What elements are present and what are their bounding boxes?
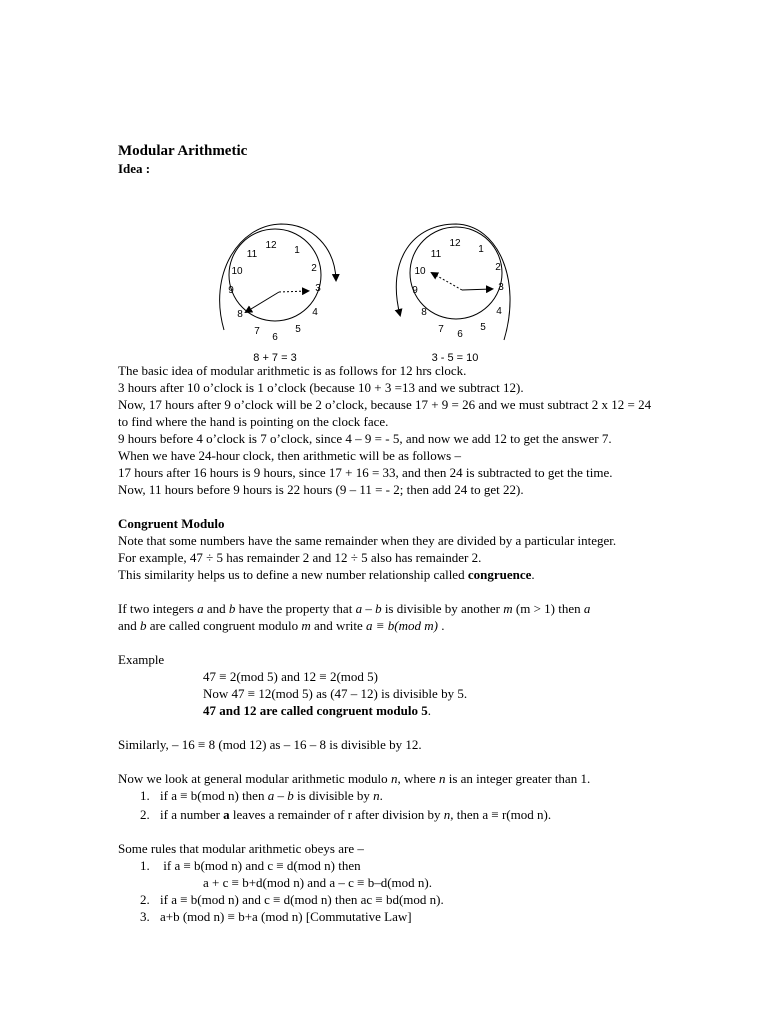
var-b: b — [140, 618, 147, 633]
text-span: . — [379, 788, 383, 803]
var-a: a — [197, 601, 204, 616]
definition-section — [118, 600, 658, 634]
var-m: m — [503, 601, 513, 616]
intro-line: The basic idea of modular arithmetic is as follows for 12 hrs clock. — [118, 363, 467, 378]
bold-term: a — [223, 807, 230, 822]
text-span: then a ≡ r(mod n). — [453, 807, 552, 822]
rule-subline: a + c ≡ b+d(mod n) and a – c ≡ b–d(mod n). — [203, 875, 432, 890]
congruent-line — [118, 566, 658, 583]
list-item — [140, 857, 658, 874]
var-m: m — [301, 618, 311, 633]
var-n: n — [438, 771, 446, 786]
left-clock — [220, 224, 336, 364]
intro-section — [118, 362, 658, 498]
rule-text: a+b (mod n) ≡ b+a (mod n) [Commutative Law] — [160, 909, 412, 924]
list-item — [140, 787, 658, 804]
bold-statement: 47 and 12 are called congruent modulo 5 — [203, 703, 428, 718]
definition-line-2 — [118, 617, 658, 634]
text-span: have the property that — [235, 601, 356, 616]
text-span: is divisible by — [293, 788, 374, 803]
rules-section — [118, 840, 658, 925]
right-clock-num: 12 — [449, 238, 461, 249]
var-n: n, — [443, 807, 454, 822]
text-span: and write — [310, 618, 367, 633]
left-clock-num: 5 — [295, 324, 301, 335]
general-section — [118, 770, 658, 823]
idea-label: Idea : — [118, 161, 151, 176]
example-label: Example — [118, 652, 165, 667]
clock-diagrams — [118, 177, 658, 364]
page-title: Modular Arithmetic — [118, 143, 248, 159]
text-span: . — [531, 567, 535, 582]
document-page — [118, 142, 658, 925]
left-clock-num: 9 — [228, 285, 234, 296]
right-clock-caption: 3 - 5 = 10 — [431, 352, 479, 364]
clocks-svg — [208, 180, 548, 364]
text-span: This similarity helps us to define a new number relationship called — [118, 567, 468, 582]
list-number: 1. — [140, 788, 150, 803]
var-n: n — [373, 788, 380, 803]
list-number: 3. — [140, 909, 150, 924]
left-clock-hand — [246, 292, 279, 312]
left-clock-dotted-hand — [279, 291, 308, 292]
var-n: n — [390, 771, 398, 786]
var-a: a — [583, 601, 591, 616]
list-item — [140, 806, 658, 823]
intro-line: Now, 17 hours after 9 o’clock will be 2 o’clock, because 17 + 9 = 26 and we must subtract 2 x 12 = 24 to find where the hand is pointing on the clock face. — [118, 397, 652, 429]
list-number: 2. — [140, 807, 150, 822]
intro-line: When we have 24-hour clock, then arithmetic will be as follows – — [118, 448, 461, 463]
var-expression: a – b — [267, 788, 294, 803]
text-span: . — [427, 703, 431, 718]
example-line: Now 47 ≡ 12(mod 5) as (47 – 12) is divisible by 5. — [203, 686, 468, 701]
text-span: then — [555, 601, 584, 616]
left-clock-num: 1 — [294, 245, 300, 256]
intro-line: 17 hours after 16 hours is 9 hours, since 17 + 16 = 33, and then 24 is subtracted to get the time. — [118, 465, 613, 480]
text-span: is an integer greater than 1. — [445, 771, 591, 786]
left-clock-num: 11 — [246, 249, 258, 260]
text-span: and — [203, 601, 229, 616]
formula: a ≡ b(mod m) — [366, 618, 438, 633]
left-clock-caption: 8 + 7 = 3 — [253, 352, 297, 364]
text-span: if a ≡ b(mod n) then — [160, 788, 268, 803]
intro-line: Now, 11 hours before 9 hours is 22 hours (9 – 11 = - 2; then add 24 to get 22). — [118, 482, 524, 497]
bold-term: congruence — [467, 567, 532, 582]
text-span: Now we look at general modular arithmetic modulo — [118, 771, 391, 786]
definition-line-1 — [118, 600, 658, 617]
left-clock-num: 2 — [311, 263, 317, 274]
congruent-line: Note that some numbers have the same remainder when they are divided by a particular integer. — [118, 533, 617, 548]
right-clock-num: 4 — [496, 306, 502, 317]
example-section — [118, 651, 658, 719]
congruent-line: For example, 47 ÷ 5 has remainder 2 and 12 ÷ 5 also has remainder 2. — [118, 550, 482, 565]
right-clock-num: 8 — [421, 307, 427, 318]
right-clock-num: 9 — [412, 285, 418, 296]
text-span: If two integers — [118, 601, 198, 616]
right-clock-num: 7 — [438, 324, 444, 335]
right-clock-num: 5 — [480, 322, 486, 333]
right-clock-hand — [462, 289, 492, 290]
left-clock-num: 4 — [312, 307, 318, 318]
condition: (m > 1) — [512, 601, 555, 616]
rules-list — [140, 857, 658, 925]
rules-heading: Some rules that modular arithmetic obeys are – — [118, 841, 364, 856]
right-clock-num: 11 — [430, 249, 442, 260]
example-line — [203, 702, 658, 719]
left-clock-num: 7 — [254, 326, 260, 337]
var-expression: a – b — [355, 601, 382, 616]
text-span: is divisible by another — [381, 601, 504, 616]
rule-text: if a ≡ b(mod n) and c ≡ d(mod n) then — [160, 858, 361, 873]
left-clock-num: 12 — [265, 240, 277, 251]
text-span: and — [118, 618, 141, 633]
right-clock-num: 2 — [495, 262, 501, 273]
intro-line: 3 hours after 10 o’clock is 1 o’clock (because 10 + 3 =13 and we subtract 12). — [118, 380, 524, 395]
left-clock-num: 10 — [231, 266, 243, 277]
right-clock-dotted-hand — [432, 273, 462, 290]
text-span: leaves a remainder of r after division by — [229, 807, 444, 822]
list-number: 2. — [140, 892, 150, 907]
similarly-line: Similarly, – 16 ≡ 8 (mod 12) as – 16 – 8 is divisible by 12. — [118, 737, 422, 752]
right-clock-num: 1 — [478, 244, 484, 255]
left-clock-num: 8 — [237, 309, 243, 320]
rule-text: if a ≡ b(mod n) and c ≡ d(mod n) then ac ≡ bd(mod n). — [160, 892, 444, 907]
left-clock-num: 6 — [272, 332, 278, 343]
congruent-section — [118, 515, 658, 583]
text-span: . — [437, 618, 445, 633]
text-span: are called congruent modulo — [146, 618, 302, 633]
general-intro — [118, 770, 658, 787]
list-item — [140, 891, 658, 908]
text-span: if a number — [160, 807, 224, 822]
example-line: 47 ≡ 2(mod 5) and 12 ≡ 2(mod 5) — [203, 669, 378, 684]
right-clock-num: 10 — [414, 266, 426, 277]
right-clock-num: 3 — [498, 282, 504, 293]
right-clock-num: 6 — [457, 329, 463, 340]
right-clock — [396, 224, 510, 364]
list-number: 1. — [140, 858, 150, 873]
intro-line: 9 hours before 4 o’clock is 7 o’clock, since 4 – 9 = - 5, and now we add 12 to get the answer 7. — [118, 431, 612, 446]
text-span: , where — [397, 771, 439, 786]
list-item — [140, 908, 658, 925]
var-b: b — [228, 601, 236, 616]
left-clock-num: 3 — [315, 283, 321, 294]
section-heading: Congruent Modulo — [118, 516, 225, 531]
general-list — [140, 787, 658, 823]
